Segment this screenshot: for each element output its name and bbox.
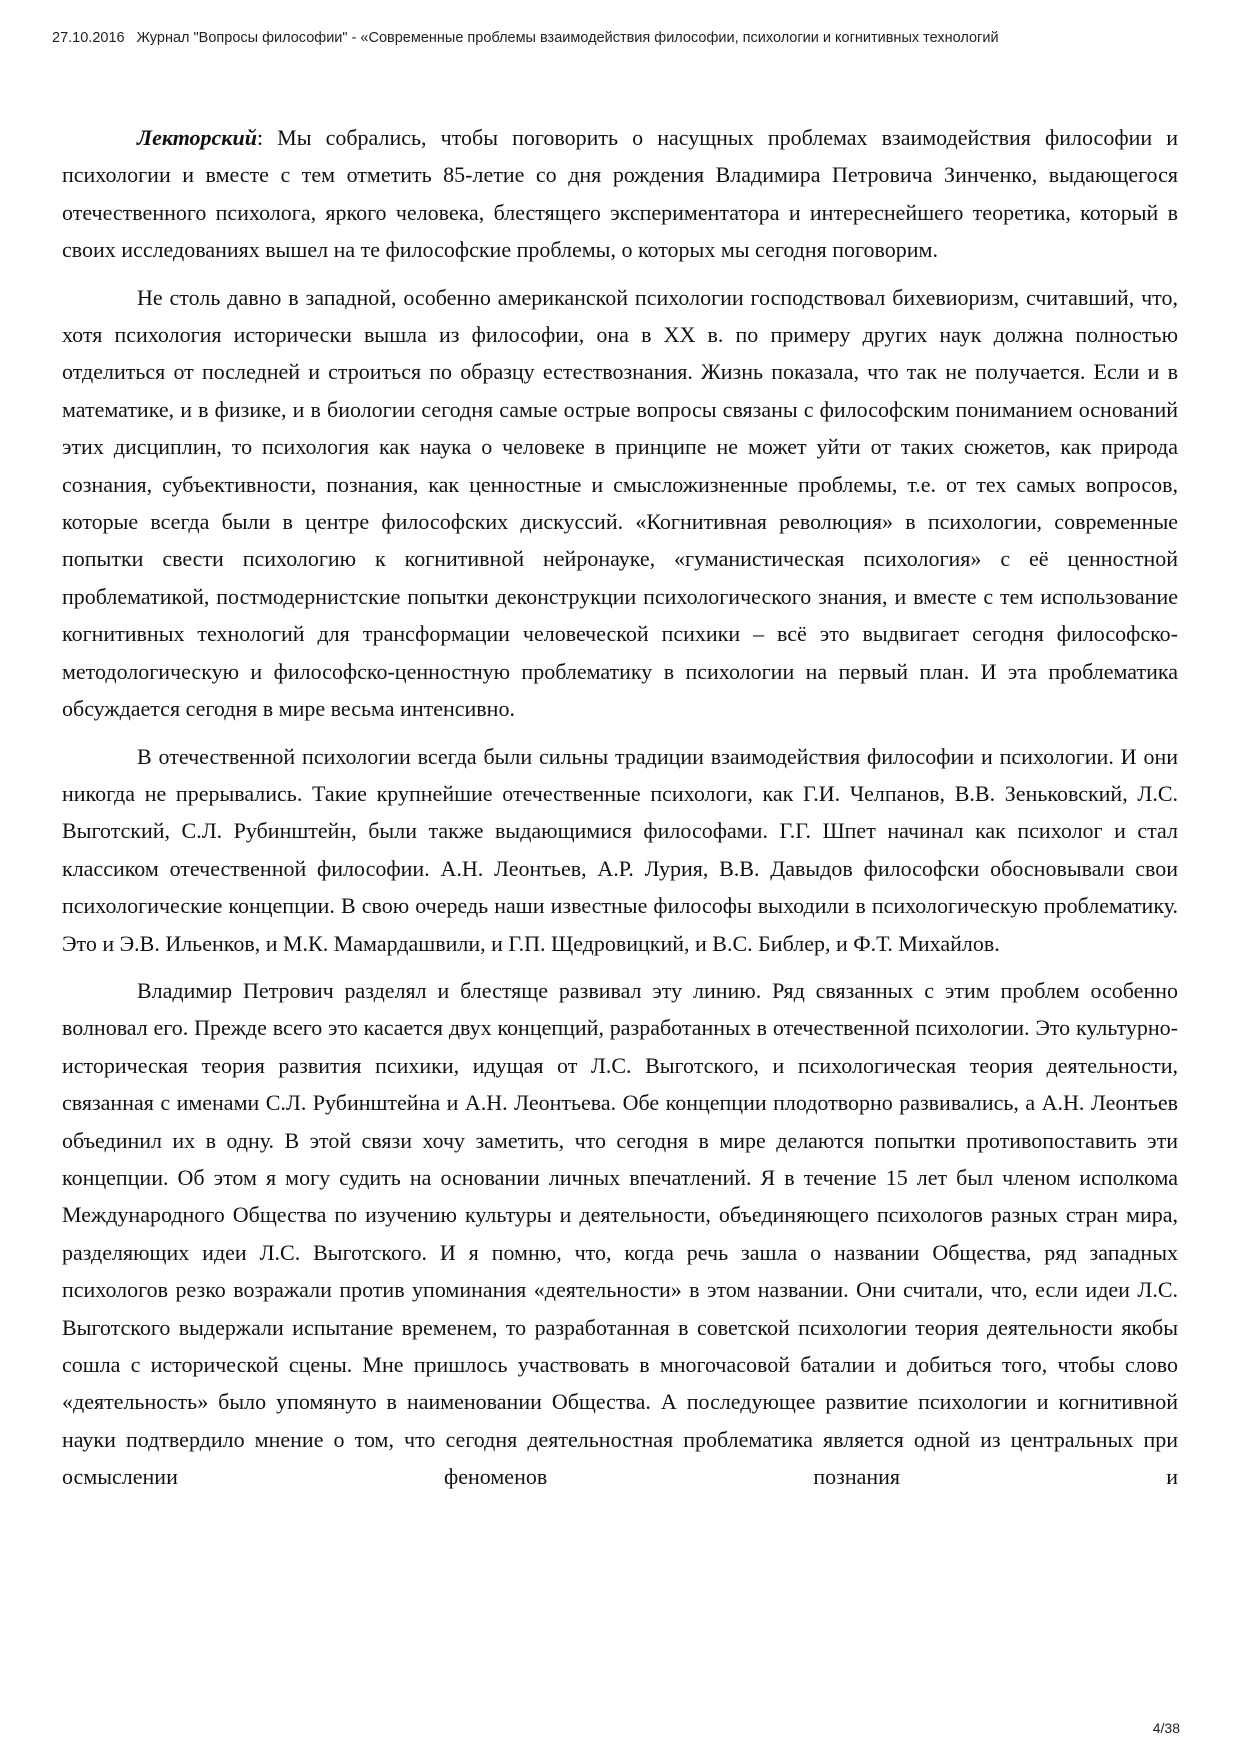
speaker-name: Лекторский (137, 125, 257, 150)
article-body (62, 119, 1178, 1506)
page-number: 4/38 (1152, 1720, 1180, 1736)
paragraph-4: Владимир Петрович разделял и блестяще развивал эту линию. Ряд связанных с этим проблем особенно волновал его. Прежде всего это касается двух концепций, разработанных в отечественной психологии. Это культурно-историческая теория развития психики, идущая от Л.С. Выготского, и психологическая теория деятельности, связанная с именами С.Л. Рубинштейна и А.Н. Леонтьева. Обе концепции плодотворно развивались, а А.Н. Леонтьев объединил их в одну. В этой связи хочу заметить, что сегодня в мире делаются попытки противопоставить эти концепции. Об этом я могу судить на основании личных впечатлений. Я в течение 15 лет был членом исполкома Международного Общества по изучению культуры и деятельности, объединяющего психологов разных стран мира, разделяющих идеи Л.С. Выготского. И я помню, что, когда речь зашла о названии Общества, ряд западных психологов резко возражали против упоминания «деятельности» в этом названии. Они считали, что, если идеи Л.С. Выготского выдержали испытание временем, то разработанная в советской психологии теория деятельности якобы сошла с исторической сцены. Мне пришлось участвовать в многочасовой баталии и добиться того, чтобы слово «деятельность» было упомянуто в наименовании Общества. А последующее развитие психологии и когнитивной науки подтвердило мнение о том, что сегодня деятельностная проблематика является одной из центральных при осмыслении феноменов познания и (62, 977, 1178, 1490)
print-date: 27.10.2016 (52, 30, 125, 46)
paragraph-3: В отечественной психологии всегда были сильны традиции взаимодействия философии и психологии. И они никогда не прерывались. Такие крупнейшие отечественные психологи, как Г.И. Челпанов, В.В. Зеньковский, Л.С. Выготский, С.Л. Рубинштейн, были также выдающимися философами. Г.Г. Шпет начинал как психолог и стал классиком отечественной философии. А.Н. Леонтьев, А.Р. Лурия, В.В. Давыдов философски обосновывали свои психологические концепции. В свою очередь наши известные философы выходили в психологическую проблематику. Это и Э.В. Ильенков, и М.К. Мамардашвили, и Г.П. Щедровицкий, и В.С. Библер, и Ф.Т. Михайлов. (62, 743, 1178, 956)
print-header (52, 30, 1192, 46)
paragraph-2: Не столь давно в западной, особенно американской психологии господствовал бихевиоризм, считавший, что, хотя психология исторически вышла из философии, она в XX в. по примеру других наук должна полностью отделиться от последней и строиться по образцу естествознания. Жизнь показала, что так не получается. Если и в математике, и в физике, и в биологии сегодня самые острые вопросы связаны с философским пониманием оснований этих дисциплин, то психология как наука о человеке в принципе не может уйти от таких сюжетов, как природа сознания, субъективности, познания, как ценностные и смысложизненные проблемы, т.е. от тех самых вопросов, которые всегда были в центре философских дискуссий. «Когнитивная революция» в психологии, современные попытки свести психологию к когнитивной нейронауке, «гуманистическая психология» с её ценностной проблематикой, постмодернистские попытки деконструкции психологического знания, и вместе с тем использование когнитивных технологий для трансформации человеческой психики – всё это выдвигает сегодня философско-методологическую и философско-ценностную проблематику в психологии на первый план. И эта проблематика обсуждается сегодня в мире весьма интенсивно. (62, 284, 1178, 722)
paragraph-1 (62, 119, 1178, 269)
paragraph-1-text: : Мы собрались, чтобы поговорить о насущных проблемах взаимодействия философии и психологии и вместе с тем отметить 85-летие со дня рождения Владимира Петровича Зинченко, выдающегося отечественного психолога, яркого человека, блестящего экспериментатора и интереснейшего теоретика, который в своих исследованиях вышел на те философские проблемы, о которых мы сегодня поговорим. (62, 125, 1178, 263)
print-title: Журнал "Вопросы философии" - «Современные проблемы взаимодействия философии, психологии и когнитивных технологий (136, 30, 999, 46)
